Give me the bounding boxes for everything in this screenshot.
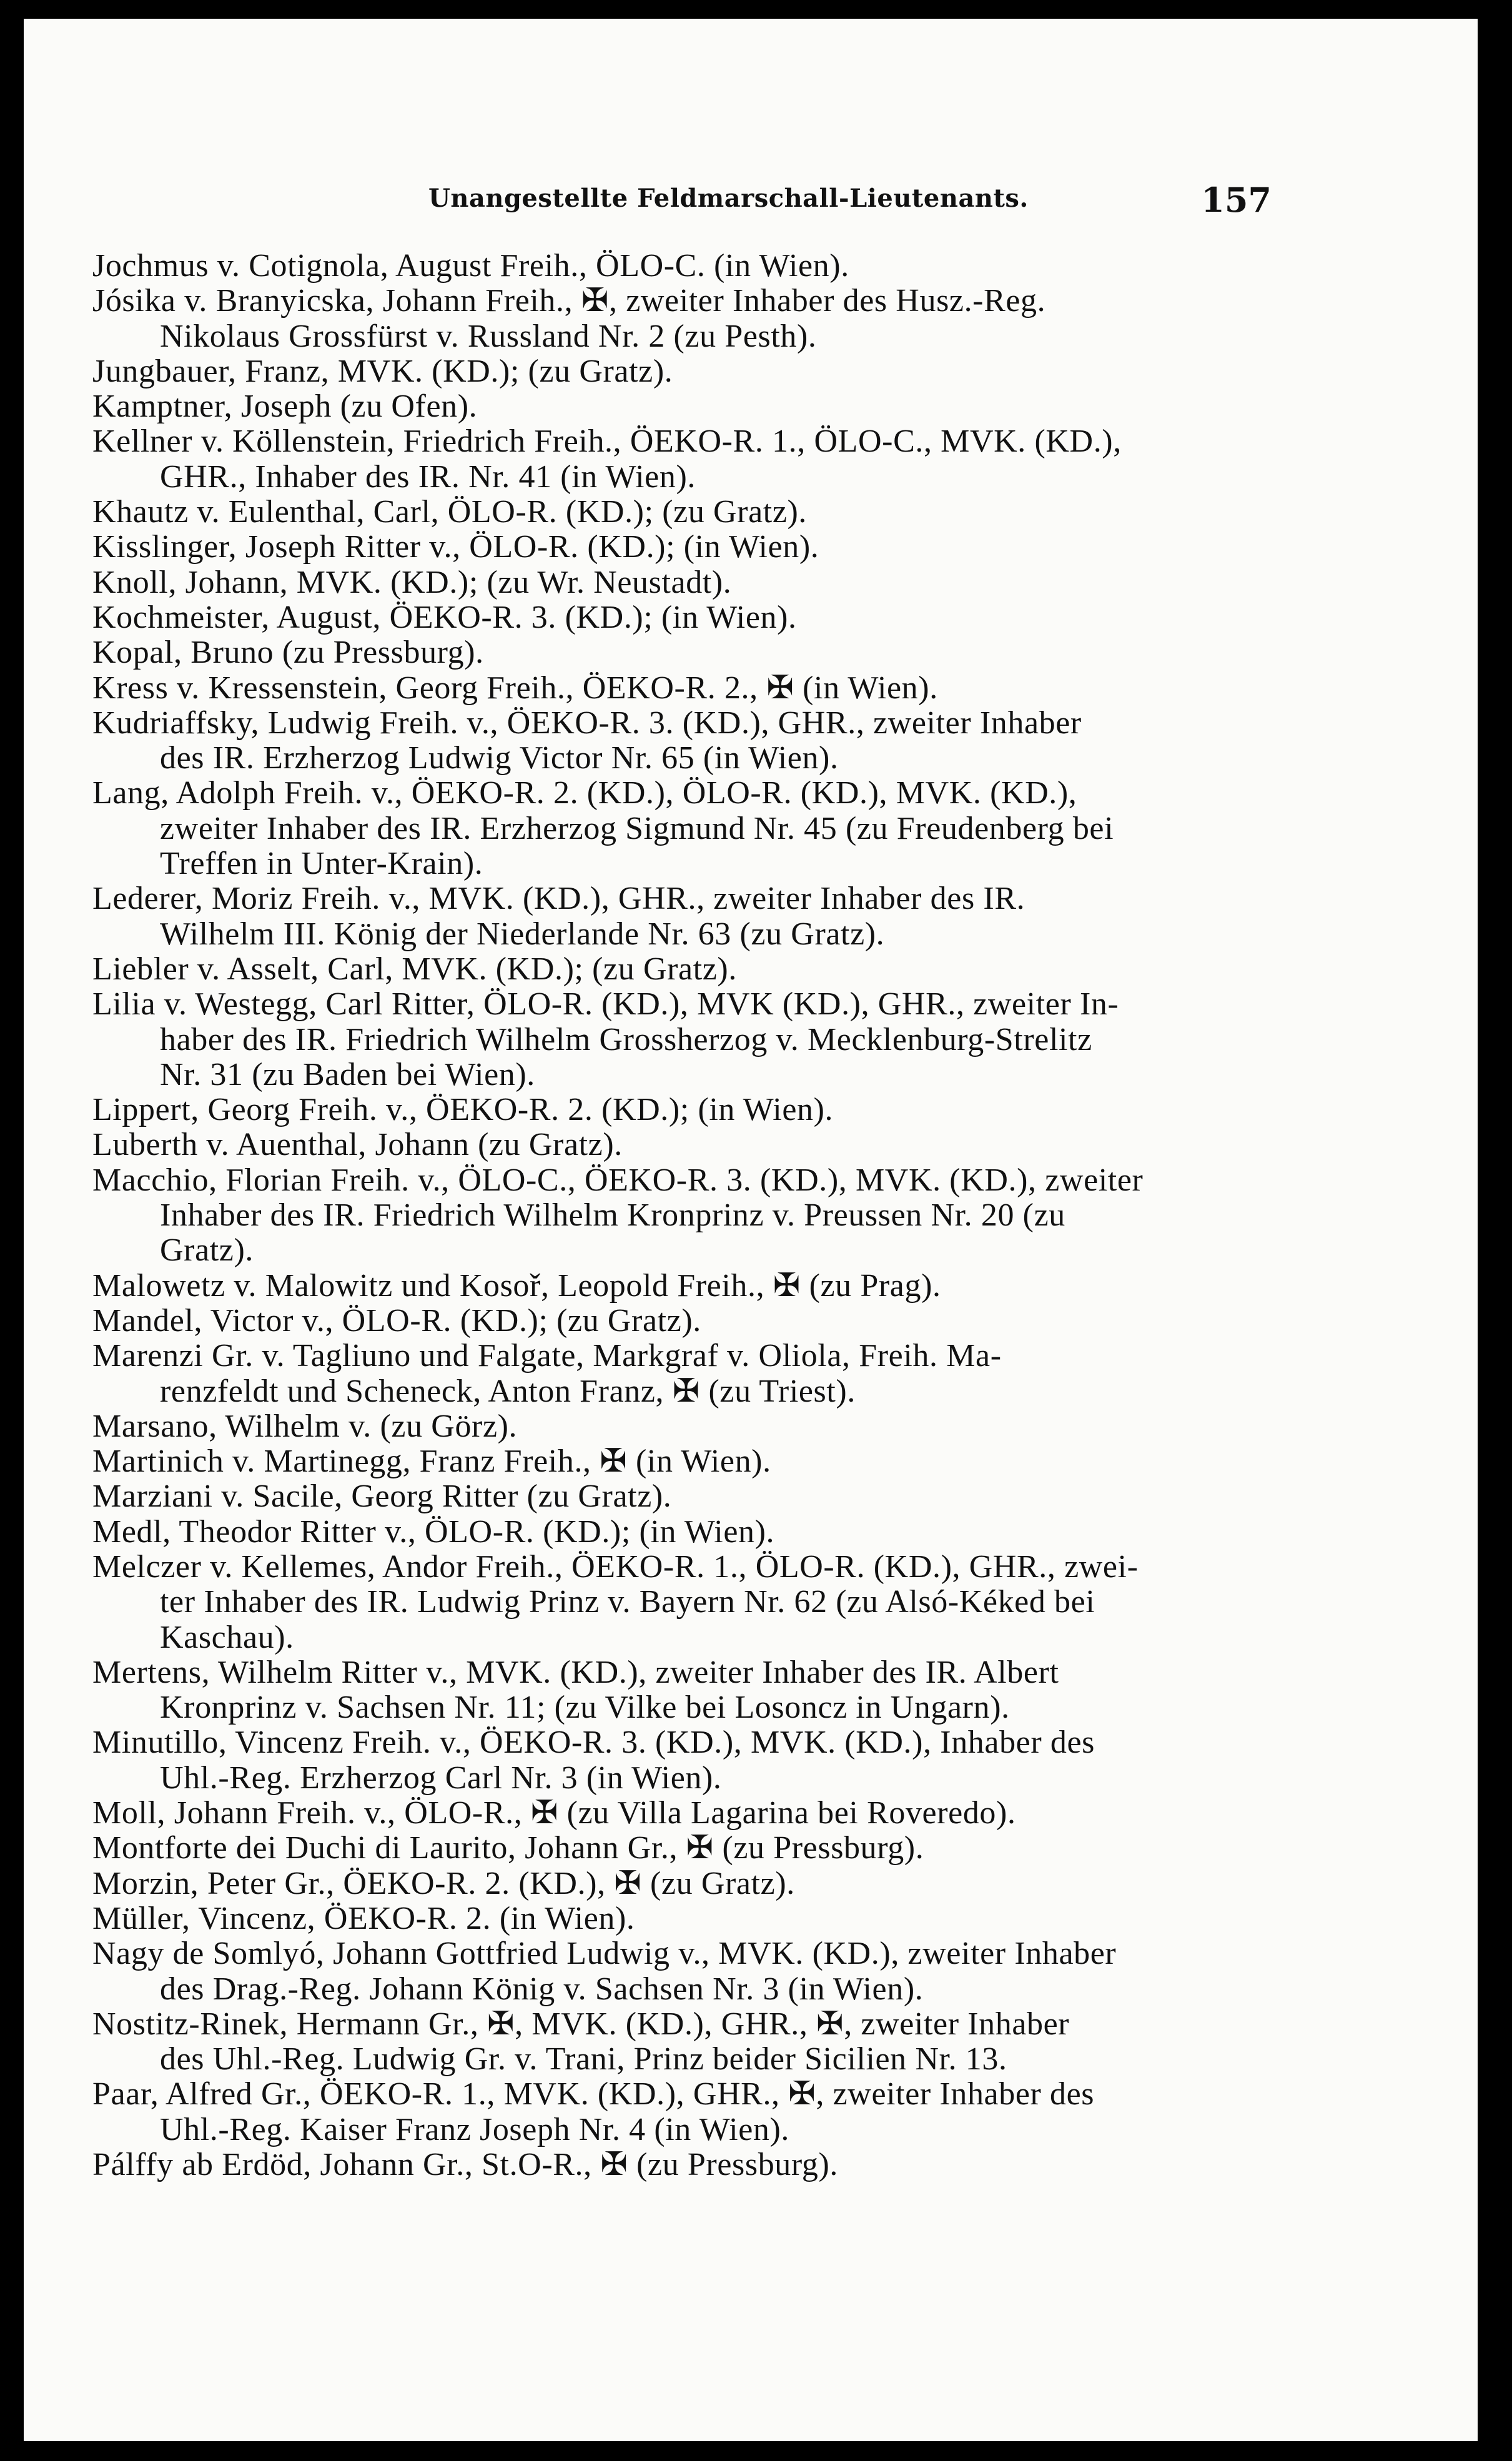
entry-first-line: Kamptner, Joseph (zu Ofen). xyxy=(92,389,478,425)
list-item xyxy=(92,600,1260,635)
list-item xyxy=(92,530,1260,565)
entry-continuation-line: renzfeldt und Scheneck, Anton Franz, ✠ (zu Triest). xyxy=(160,1374,856,1409)
list-item xyxy=(92,1831,1260,1866)
entry-continuation-line: Kronprinz v. Sachsen Nr. 11; (zu Vilke bei Losoncz in Ungarn). xyxy=(160,1690,1010,1726)
list-item xyxy=(92,1901,1260,1936)
entry-continuation-line: Inhaber des IR. Friedrich Wilhelm Kronprinz v. Preussen Nr. 20 (zu xyxy=(160,1198,1065,1234)
list-item xyxy=(92,354,1260,389)
entry-first-line: Kochmeister, August, ÖEKO-R. 3. (KD.); (in Wien). xyxy=(92,600,797,635)
list-item xyxy=(92,1304,1260,1339)
entry-first-line: Jochmus v. Cotignola, August Freih., ÖLO-C. (in Wien). xyxy=(92,249,849,284)
entry-continuation-line: des IR. Erzherzog Ludwig Victor Nr. 65 (in Wien). xyxy=(160,741,839,776)
entry-list xyxy=(92,249,1260,2182)
entry-first-line: Khautz v. Eulenthal, Carl, ÖLO-R. (KD.); (zu Gratz). xyxy=(92,495,808,530)
list-item xyxy=(92,2147,1260,2182)
entry-continuation-line: Wilhelm III. König der Niederlande Nr. 63 (zu Gratz). xyxy=(160,916,885,952)
list-item xyxy=(92,284,1260,354)
entry-first-line: Paar, Alfred Gr., ÖEKO-R. 1., MVK. (KD.), GHR., ✠, zweiter Inhaber des xyxy=(92,2077,1095,2112)
list-item xyxy=(92,1269,1260,1304)
entry-first-line: Müller, Vincenz, ÖEKO-R. 2. (in Wien). xyxy=(92,1901,635,1936)
entry-first-line: Malowetz v. Malowitz und Kosoř, Leopold Freih., ✠ (zu Prag). xyxy=(92,1268,941,1304)
entry-first-line: Medl, Theodor Ritter v., ÖLO-R. (KD.); (in Wien). xyxy=(92,1514,775,1550)
list-item xyxy=(92,1092,1260,1127)
entry-first-line: Kudriaffsky, Ludwig Freih. v., ÖEKO-R. 3. (KD.), GHR., zweiter Inhaber xyxy=(92,705,1082,741)
list-item xyxy=(92,2077,1260,2147)
entry-continuation-line: zweiter Inhaber des IR. Erzherzog Sigmund Nr. 45 (zu Freudenberg bei xyxy=(160,811,1114,846)
list-item xyxy=(92,1127,1260,1162)
list-item xyxy=(92,635,1260,670)
entry-first-line: Nostitz-Rinek, Hermann Gr., ✠, MVK. (KD.), GHR., ✠, zweiter Inhaber xyxy=(92,2006,1070,2042)
list-item xyxy=(92,1550,1260,1655)
list-item xyxy=(92,424,1260,495)
entry-first-line: Melczer v. Kellemes, Andor Freih., ÖEKO-R. 1., ÖLO-R. (KD.), GHR., zwei- xyxy=(92,1549,1139,1585)
entry-continuation-line: Kaschau). xyxy=(160,1620,294,1655)
entry-first-line: Kress v. Kressenstein, Georg Freih., ÖEKO-R. 2., ✠ (in Wien). xyxy=(92,670,938,706)
list-item xyxy=(92,987,1260,1092)
entry-first-line: Kisslinger, Joseph Ritter v., ÖLO-R. (KD.); (in Wien). xyxy=(92,530,819,565)
entry-first-line: Marsano, Wilhelm v. (zu Görz). xyxy=(92,1409,518,1444)
list-item xyxy=(92,1936,1260,2007)
entry-continuation-line: Treffen in Unter-Krain). xyxy=(160,846,483,882)
list-item xyxy=(92,706,1260,776)
entry-continuation-line: Gratz). xyxy=(160,1233,254,1269)
entry-first-line: Pálffy ab Erdöd, Johann Gr., St.O-R., ✠ (zu Pressburg). xyxy=(92,2147,838,2183)
entry-first-line: Luberth v. Auenthal, Johann (zu Gratz). xyxy=(92,1127,623,1163)
entry-continuation-line: Nr. 31 (zu Baden bei Wien). xyxy=(160,1057,535,1092)
entry-first-line: Mandel, Victor v., ÖLO-R. (KD.); (zu Gratz). xyxy=(92,1303,701,1339)
entry-first-line: Mertens, Wilhelm Ritter v., MVK. (KD.), zweiter Inhaber des IR. Albert xyxy=(92,1655,1059,1690)
entry-first-line: Marenzi Gr. v. Tagliuno und Falgate, Markgraf v. Oliola, Freih. Ma- xyxy=(92,1339,1002,1374)
list-item xyxy=(92,1866,1260,1901)
entry-first-line: Nagy de Somlyó, Johann Gottfried Ludwig v., MVK. (KD.), zweiter Inhaber xyxy=(92,1936,1117,1972)
running-title: Unangestellte Feldmarschall-Lieutenants. xyxy=(428,184,1029,213)
entry-continuation-line: des Drag.-Reg. Johann König v. Sachsen Nr. 3 (in Wien). xyxy=(160,1971,924,2007)
entry-first-line: Jósika v. Branyicska, Johann Freih., ✠, zweiter Inhaber des Husz.-Reg. xyxy=(92,284,1046,319)
list-item xyxy=(92,952,1260,987)
list-item xyxy=(92,881,1260,952)
entry-continuation-line: Nikolaus Grossfürst v. Russland Nr. 2 (zu Pesth). xyxy=(160,319,817,354)
list-item xyxy=(92,671,1260,706)
list-item xyxy=(92,1339,1260,1409)
entry-continuation-line: haber des IR. Friedrich Wilhelm Grossherzog v. Mecklenburg-Strelitz xyxy=(160,1022,1092,1057)
list-item xyxy=(92,565,1260,600)
entry-first-line: Moll, Johann Freih. v., ÖLO-R., ✠ (zu Villa Lagarina bei Roveredo). xyxy=(92,1796,1016,1831)
entry-continuation-line: Uhl.-Reg. Erzherzog Carl Nr. 3 (in Wien). xyxy=(160,1760,722,1796)
entry-first-line: Kopal, Bruno (zu Pressburg). xyxy=(92,635,484,671)
list-item xyxy=(92,776,1260,881)
entry-continuation-line: ter Inhaber des IR. Ludwig Prinz v. Bayern Nr. 62 (zu Alsó-Kéked bei xyxy=(160,1585,1095,1620)
list-item xyxy=(92,1479,1260,1514)
entry-first-line: Martinich v. Martinegg, Franz Freih., ✠ (in Wien). xyxy=(92,1444,771,1480)
running-header xyxy=(191,180,1272,224)
entry-first-line: Liebler v. Asselt, Carl, MVK. (KD.); (zu Gratz). xyxy=(92,951,737,987)
entry-first-line: Kellner v. Köllenstein, Friedrich Freih., ÖEKO-R. 1., ÖLO-C., MVK. (KD.), xyxy=(92,424,1122,460)
book-page xyxy=(24,19,1478,2441)
entry-first-line: Lang, Adolph Freih. v., ÖEKO-R. 2. (KD.), ÖLO-R. (KD.), MVK. (KD.), xyxy=(92,776,1077,811)
list-item xyxy=(92,1725,1260,1796)
list-item xyxy=(92,1796,1260,1831)
entry-first-line: Lederer, Moriz Freih. v., MVK. (KD.), GHR., zweiter Inhaber des IR. xyxy=(92,881,1025,917)
page-number: 157 xyxy=(1201,180,1272,220)
entry-first-line: Knoll, Johann, MVK. (KD.); (zu Wr. Neustadt). xyxy=(92,565,732,600)
list-item xyxy=(92,2007,1260,2077)
list-item xyxy=(92,389,1260,424)
entry-first-line: Lilia v. Westegg, Carl Ritter, ÖLO-R. (KD.), MVK (KD.), GHR., zweiter In- xyxy=(92,987,1119,1023)
entry-first-line: Marziani v. Sacile, Georg Ritter (zu Gratz). xyxy=(92,1479,672,1515)
list-item xyxy=(92,249,1260,284)
entry-first-line: Morzin, Peter Gr., ÖEKO-R. 2. (KD.), ✠ (zu Gratz). xyxy=(92,1866,795,1901)
list-item xyxy=(92,1163,1260,1269)
entry-first-line: Jungbauer, Franz, MVK. (KD.); (zu Gratz). xyxy=(92,354,673,389)
list-item xyxy=(92,1655,1260,1726)
list-item xyxy=(92,1515,1260,1550)
entry-first-line: Montforte dei Duchi di Laurito, Johann Gr., ✠ (zu Pressburg). xyxy=(92,1831,924,1866)
entry-first-line: Lippert, Georg Freih. v., ÖEKO-R. 2. (KD.); (in Wien). xyxy=(92,1092,834,1128)
list-item xyxy=(92,495,1260,530)
entry-continuation-line: Uhl.-Reg. Kaiser Franz Joseph Nr. 4 (in Wien). xyxy=(160,2112,790,2147)
entry-first-line: Minutillo, Vincenz Freih. v., ÖEKO-R. 3. (KD.), MVK. (KD.), Inhaber des xyxy=(92,1725,1095,1761)
list-item xyxy=(92,1444,1260,1479)
entry-continuation-line: des Uhl.-Reg. Ludwig Gr. v. Trani, Prinz beider Sicilien Nr. 13. xyxy=(160,2042,1007,2077)
list-item xyxy=(92,1409,1260,1444)
entry-first-line: Macchio, Florian Freih. v., ÖLO-C., ÖEKO-R. 3. (KD.), MVK. (KD.), zweiter xyxy=(92,1162,1144,1198)
entry-continuation-line: GHR., Inhaber des IR. Nr. 41 (in Wien). xyxy=(160,459,696,495)
